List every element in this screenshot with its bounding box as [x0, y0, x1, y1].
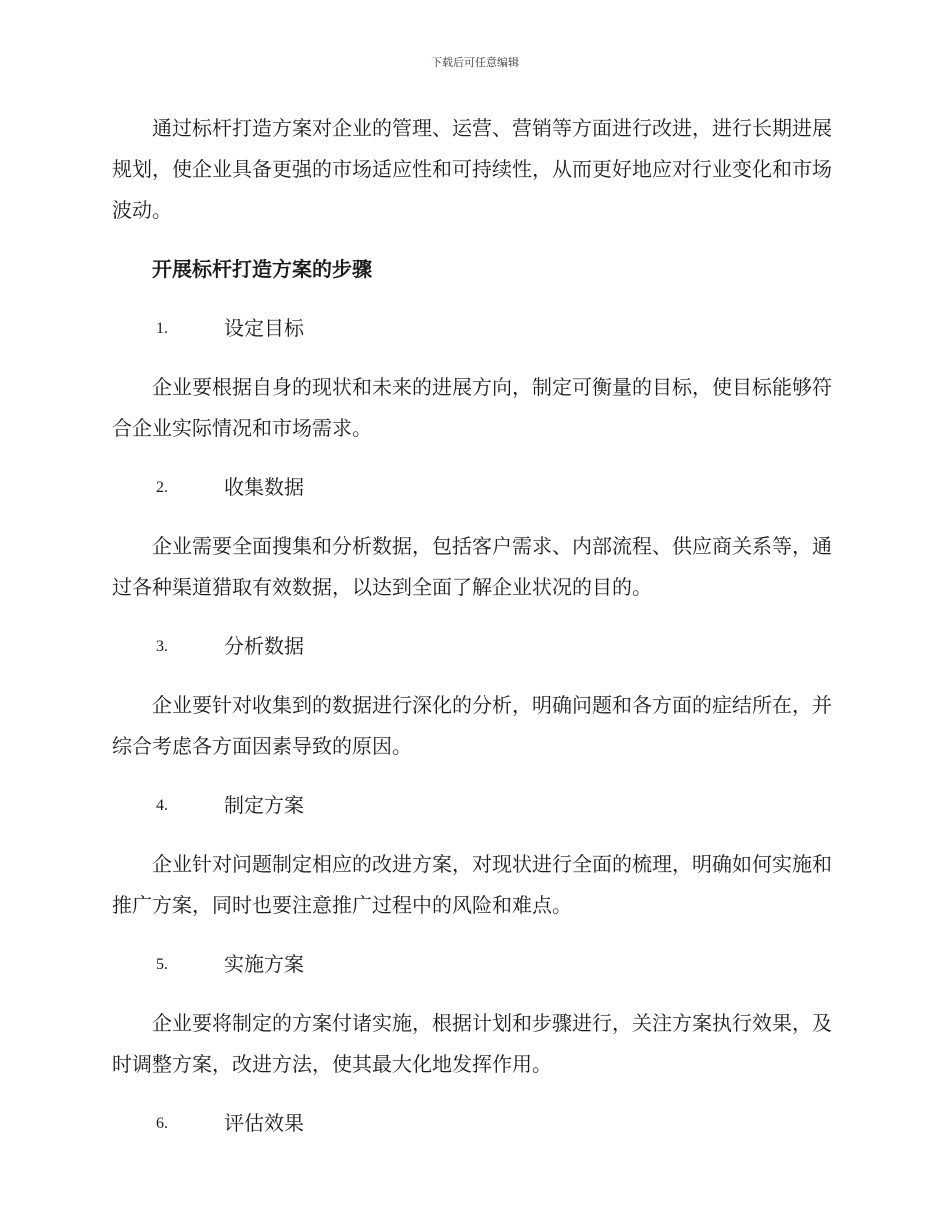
step-number: 5. [156, 956, 168, 973]
step-heading-2 [112, 467, 832, 508]
step-title: 收集数据 [224, 475, 304, 499]
step-number: 4. [156, 797, 168, 814]
step-body-3: 企业要针对收集到的数据进行深化的分析，明确问题和各方面的症结所在，并综合考虑各方面因素导致的原因。 [112, 693, 832, 758]
step-number: 3. [156, 638, 168, 655]
step-number: 2. [156, 479, 168, 496]
header-note: 下载后可任意编辑 [431, 56, 519, 69]
step-heading-6 [112, 1103, 832, 1144]
intro-paragraph: 通过标杆打造方案对企业的管理、运营、营销等方面进行改进，进行长期进展规划，使企业具备更强的市场适应性和可持续性，从而更好地应对行业变化和市场波动。 [112, 116, 832, 222]
step-title: 实施方案 [224, 952, 304, 976]
section-heading: 开展标杆打造方案的步骤 [152, 257, 372, 281]
step-body-1: 企业要根据自身的现状和未来的进展方向，制定可衡量的目标，使目标能够符合企业实际情况和市场需求。 [112, 375, 832, 440]
step-number: 1. [156, 320, 168, 337]
step-heading-5 [112, 944, 832, 985]
step-heading-1 [112, 308, 832, 349]
step-body-4: 企业针对问题制定相应的改进方案，对现状进行全面的梳理，明确如何实施和推广方案，同时也要注意推广过程中的风险和难点。 [112, 852, 832, 917]
step-number: 6. [156, 1115, 168, 1132]
step-title: 设定目标 [224, 316, 304, 340]
step-heading-3 [112, 626, 832, 667]
step-title: 制定方案 [224, 793, 304, 817]
step-heading-4 [112, 785, 832, 826]
step-title: 评估效果 [224, 1111, 304, 1135]
step-title: 分析数据 [224, 634, 304, 658]
step-body-2: 企业需要全面搜集和分析数据，包括客户需求、内部流程、供应商关系等，通过各种渠道猎取有效数据，以达到全面了解企业状况的目的。 [112, 534, 832, 599]
step-body-5: 企业要将制定的方案付诸实施，根据计划和步骤进行，关注方案执行效果，及时调整方案，改进方法，使其最大化地发挥作用。 [112, 1011, 832, 1076]
document-body [112, 108, 832, 1162]
